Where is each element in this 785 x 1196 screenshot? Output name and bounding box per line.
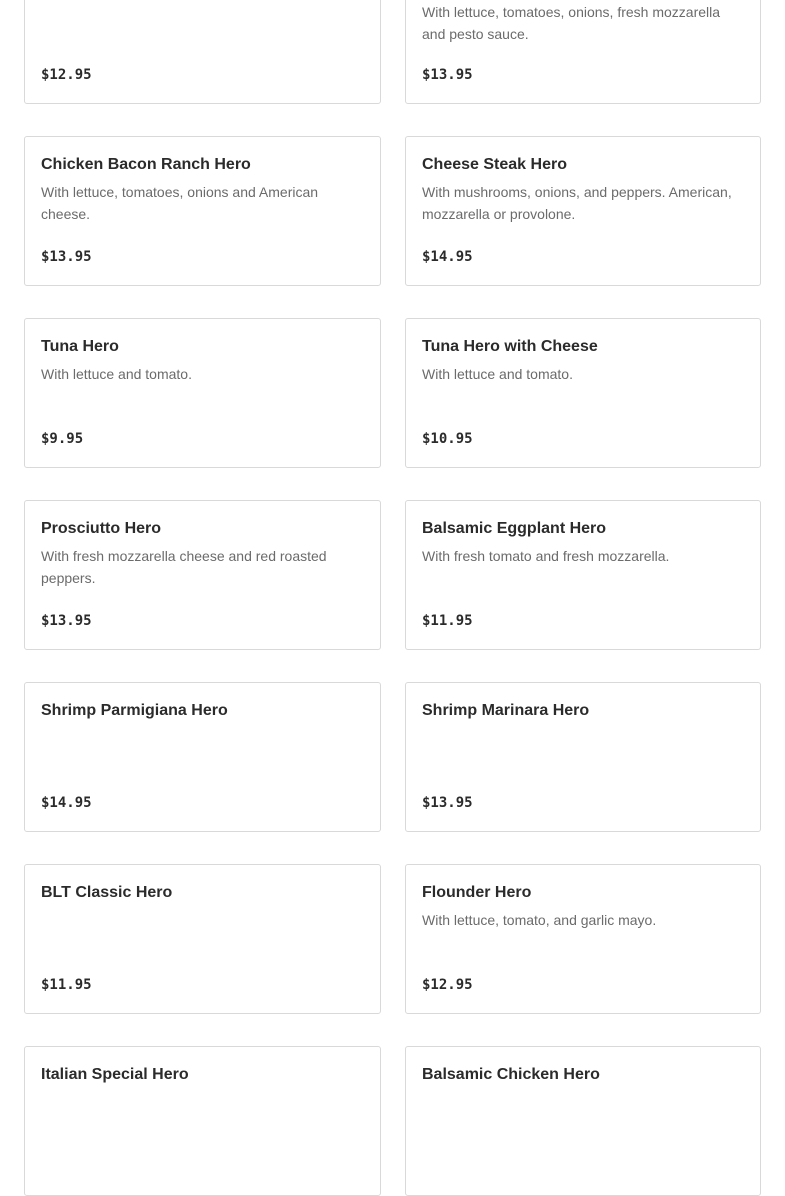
- menu-item-card[interactable]: [405, 1046, 761, 1196]
- menu-item-price: $13.95: [422, 67, 473, 83]
- menu-item-price: $10.95: [422, 431, 473, 447]
- menu-item-description: With mushrooms, onions, and peppers. American, mozzarella or provolone.: [422, 184, 732, 222]
- menu-item-card[interactable]: [405, 136, 761, 286]
- menu-item-name: BLT Classic Hero: [41, 884, 173, 901]
- menu-item-price: $12.95: [422, 977, 473, 993]
- menu-item-name: Balsamic Eggplant Hero: [422, 520, 607, 537]
- menu-item-card[interactable]: [405, 500, 761, 650]
- menu-item-price: $13.95: [41, 249, 92, 265]
- menu-item-card[interactable]: [405, 318, 761, 468]
- menu-item-price: $13.95: [41, 613, 92, 629]
- menu-item-description: With lettuce, tomatoes, onions and American cheese.: [41, 184, 319, 222]
- menu-items-grid: [24, 0, 761, 1196]
- menu-item-description: With lettuce and tomato.: [41, 366, 192, 382]
- menu-item-card[interactable]: [405, 682, 761, 832]
- menu-item-price: $11.95: [41, 977, 92, 993]
- menu-item-card[interactable]: [405, 864, 761, 1014]
- menu-item-card[interactable]: [24, 0, 381, 104]
- menu-item-name: Tuna Hero: [41, 338, 119, 355]
- menu-item-price: $9.95: [41, 431, 84, 447]
- menu-item-price: $11.95: [422, 613, 473, 629]
- menu-item-name: Shrimp Marinara Hero: [422, 702, 590, 719]
- menu-item-description: With lettuce, tomato, and garlic mayo.: [422, 912, 657, 928]
- menu-item-price: $14.95: [422, 249, 473, 265]
- menu-item-description: With fresh mozzarella cheese and red roasted peppers.: [41, 548, 327, 586]
- menu-item-description: With fresh tomato and fresh mozzarella.: [422, 548, 670, 564]
- menu-item-price: $14.95: [41, 795, 92, 811]
- menu-item-name: Italian Special Hero: [41, 1066, 189, 1083]
- menu-item-name: Chicken Bacon Ranch Hero: [41, 156, 251, 173]
- menu-item-description: With lettuce, tomatoes, onions, fresh mozzarella and pesto sauce.: [422, 4, 721, 42]
- menu-item-card[interactable]: [24, 1046, 381, 1196]
- menu-item-description: With lettuce and tomato.: [422, 366, 573, 382]
- menu-item-name: Shrimp Parmigiana Hero: [41, 702, 228, 719]
- menu-item-card[interactable]: [405, 0, 761, 104]
- menu-item-name: Flounder Hero: [422, 884, 532, 901]
- menu-item-card[interactable]: [24, 136, 381, 286]
- menu-item-name: Prosciutto Hero: [41, 520, 162, 537]
- menu-item-name: Tuna Hero with Cheese: [422, 338, 598, 355]
- menu-item-card[interactable]: [24, 500, 381, 650]
- menu-item-name: Cheese Steak Hero: [422, 156, 567, 173]
- menu-item-card[interactable]: [24, 682, 381, 832]
- menu-item-card[interactable]: [24, 318, 381, 468]
- menu-item-price: $12.95: [41, 67, 92, 83]
- menu-item-card[interactable]: [24, 864, 381, 1014]
- menu-item-name: Balsamic Chicken Hero: [422, 1066, 600, 1083]
- menu-item-price: $13.95: [422, 795, 473, 811]
